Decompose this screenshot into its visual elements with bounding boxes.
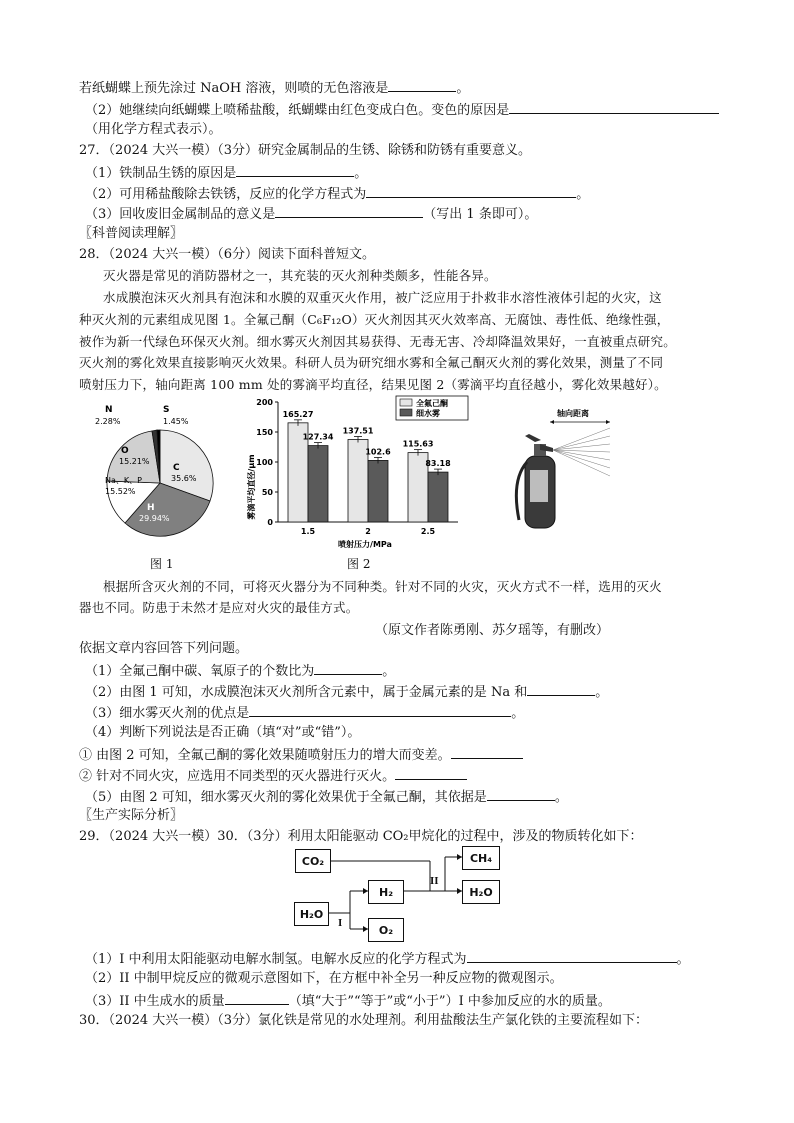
pie-label: S: [163, 405, 170, 415]
flow-diagram: [290, 845, 510, 945]
paragraph: 根据所含灭火剂的不同，可将灭火器分为不同种类。针对不同的火灾，灭火方式不一样，选用的灭火: [103, 579, 662, 594]
y-tick-label: 200: [256, 398, 273, 407]
y-tick-label: 150: [256, 428, 273, 437]
pie-label: 2.28%: [95, 417, 121, 426]
pie-label: 1.45%: [163, 417, 189, 426]
pie-label: 15.52%: [105, 487, 136, 496]
h2-box: H₂: [368, 880, 404, 904]
text-line: （用化学方程式表示）。: [85, 122, 222, 137]
text-line: （4）判断下列说法是否正确（填“对”或“错”）。: [85, 725, 361, 740]
paragraph: 水成膜泡沫灭火剂具有泡沫和水膜的双重灭火作用，被广泛应用于扑救非水溶性液体引起的火灾，这: [103, 290, 662, 305]
data-label: 115.63: [402, 439, 434, 449]
pie-label: H: [147, 503, 155, 513]
pie-label: Na、K、P: [105, 476, 142, 485]
figure-caption: 图 2: [347, 557, 371, 571]
ch4-box: CH₄: [462, 846, 500, 870]
legend-swatch: [400, 409, 412, 416]
x-tick-label: 2: [365, 527, 371, 536]
text-line: （2）她继续向纸蝴蝶上喷稀盐酸，纸蝴蝶由红色变成白色。变色的原因是: [85, 99, 719, 120]
source-note: （原文作者陈勇刚、苏夕瑶等，有删改）: [375, 623, 610, 638]
paragraph: 器也不同。防患于未然才是应对火灾的最佳方式。: [79, 600, 359, 615]
data-label: 83.18: [425, 459, 451, 469]
legend-label: 细水雾: [416, 409, 440, 418]
data-label: 102.6: [365, 447, 391, 457]
pie-label: O: [121, 446, 129, 456]
text-line: （2）II 中制甲烷反应的微观示意图如下，在方框中补全另一种反应物的微观图示。: [85, 971, 563, 986]
h2o-input-box: H₂O: [294, 902, 329, 926]
question-27: 27．（2024 大兴一模）（3分）研究金属制品的生锈、除锈和防锈有重要意义。: [79, 143, 532, 158]
o2-box: O₂: [368, 918, 404, 942]
pie-label: 15.21%: [119, 457, 150, 466]
bar: [308, 446, 328, 522]
step-1-label: I: [338, 917, 343, 929]
data-label: 165.27: [282, 409, 314, 419]
text-line: ② 针对不同火灾，应选用不同类型的灭火器进行灭火。: [79, 765, 467, 786]
h2o-output-box: H₂O: [462, 880, 500, 904]
figure-caption: 图 1: [150, 557, 174, 571]
axial-distance-label: 轴向距离: [557, 409, 589, 418]
step-2-label: II: [430, 875, 439, 887]
paragraph: 灭火剂的雾化效果直接影响灭火效果。科研人员为研究细水雾和全氟己酮灭火剂的雾化效果，测量了不同: [79, 355, 664, 370]
y-tick-label: 50: [261, 488, 273, 497]
bar-chart: [240, 392, 470, 552]
pie-label: 29.94%: [139, 514, 170, 523]
paragraph: 喷射压力下，轴向距离 100 mm 处的雾滴平均直径，结果见图 2（雾滴平均直径越小，雾化效果越好）。: [79, 377, 667, 392]
text-line: （3）回收废旧金属制品的意义是 （写出 1 条即可）。: [85, 203, 537, 224]
question-29: 29．（2024 大兴一模）30．（3分）利用太阳能驱动 CO₂甲烷化的过程中，涉及的物质转化如下：: [79, 829, 643, 844]
x-axis-label: 喷射压力/MPa: [338, 540, 392, 549]
section-heading: 〖生产实际分析〗: [79, 808, 184, 823]
text-line: （5）由图 2 可知，细水雾灭火剂的雾化效果优于全氟己酮，其依据是 。: [85, 786, 568, 807]
text-line: （3）II 中生成水的质量 （填“大于”“等于”或“小于”）I 中参加反应的水的质量。: [85, 990, 611, 1011]
data-label: 137.51: [342, 426, 374, 436]
text-line: （1）全氟己酮中碳、氧原子的个数比为 。: [85, 660, 395, 681]
spray-icon: [553, 428, 610, 476]
y-axis-label: 雾滴平均直径/μm: [247, 454, 256, 520]
legend-swatch: [400, 399, 412, 406]
paragraph: 灭火器是常见的消防器材之一，其充装的灭火剂种类颇多，性能各异。: [103, 268, 497, 283]
fire-extinguisher-illustration: [505, 400, 615, 532]
text-line: ① 由图 2 可知，全氟己酮的雾化效果随喷射压力的增大而变差。: [79, 744, 523, 765]
pie-label: 35.6%: [171, 474, 197, 483]
paragraph: 种灭火剂的元素组成见图 1。全氟己酮（C₆F₁₂O）灭火剂因其灭火效率高、无腐蚀、毒性低、绝缘性强，: [79, 312, 670, 327]
text-line: （2）可用稀盐酸除去铁锈，反应的化学方程式为 。: [85, 183, 589, 204]
y-tick-label: 0: [267, 518, 273, 527]
x-tick-label: 2.5: [420, 527, 436, 536]
text-line: 若纸蝴蝶上预先涂过 NaOH 溶液，则喷的无色溶液是 。: [79, 77, 469, 98]
co2-box: CO₂: [295, 849, 331, 873]
text-line: （3）细水雾灭火剂的优点是 。: [85, 702, 524, 723]
section-heading: 〖科普阅读理解〗: [79, 226, 184, 241]
question-28: 28．（2024 大兴一模）（6分）阅读下面科普短文。: [79, 247, 376, 262]
data-label: 127.34: [302, 432, 334, 442]
text-line: 依据文章内容回答下列问题。: [79, 641, 249, 656]
text-line: （2）由图 1 可知，水成膜泡沫灭火剂所含元素中，属于金属元素的是 Na 和 。: [85, 681, 608, 702]
question-30: 30．（2024 大兴一模）（3分）氯化铁是常见的水处理剂。利用盐酸法生产氯化铁的主要流程如下：: [79, 1013, 649, 1028]
pie-label: C: [173, 463, 180, 473]
text-line: （1）I 中利用太阳能驱动电解水制氢。电解水反应的化学方程式为 。: [85, 948, 690, 969]
y-tick-label: 100: [256, 458, 273, 467]
pie-label: N: [105, 405, 113, 415]
bar: [428, 472, 448, 522]
legend-label: 全氟己酮: [416, 399, 448, 408]
bar: [368, 460, 388, 522]
paragraph: 被作为新一代绿色环保灭火剂。细水雾灭火剂因其易获得、无毒无害、冷却降温效果好，一直被重点研究。: [79, 334, 676, 349]
pie-chart: [95, 398, 225, 538]
x-tick-label: 1.5: [300, 527, 316, 536]
text-line: （1）铁制品生锈的原因是 。: [85, 162, 367, 183]
